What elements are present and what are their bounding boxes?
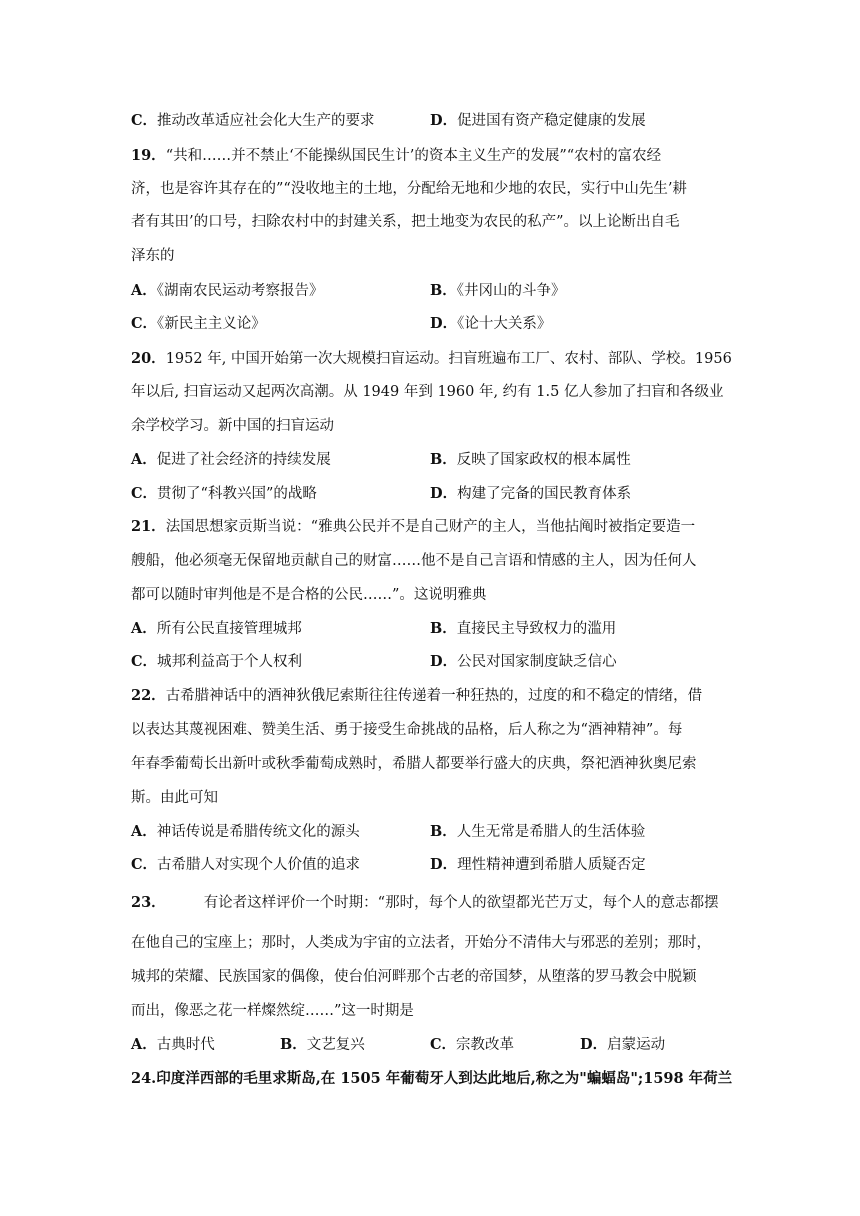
q23-option-c: C．宗教改革	[430, 1036, 515, 1053]
q24-stem-line-1: 24.印度洋西部的毛里求斯岛,在 1505 年葡萄牙人到达此地后,称之为"蝙蝠岛";1598 年荷兰	[131, 1070, 733, 1087]
q19-stem-line-3: 者有其田’的口号，扫除农村中的封建关系，把土地变为农民的私产”。以上论断出自毛	[131, 214, 680, 230]
q18-option-d: D．促进国有资产稳定健康的发展	[430, 112, 646, 129]
q23-option-d: D．启蒙运动	[580, 1036, 666, 1053]
q19-option-a: A．《湖南农民运动考察报告》	[131, 282, 324, 299]
q20-option-c: C．贯彻了“科教兴国”的战略	[131, 485, 317, 502]
q22-option-b: B．人生无常是希腊人的生活体验	[430, 823, 646, 840]
q23-stem-line-3: 城邦的荣耀、民族国家的偶像，使台伯河畔那个古老的帝国梦，从堕落的罗马教会中脱颖	[131, 969, 697, 985]
q23-stem-line-1: 23． 有论者这样评价一个时期：“那时，每个人的欲望都光芒万丈，每个人的意志都摆	[131, 894, 719, 911]
q20-stem-line-1: 20．1952 年, 中国开始第一次大规模扫盲运动。扫盲班遍布工厂、农村、部队、学校。1956	[131, 350, 732, 367]
q21-option-d: D．公民对国家制度缺乏信心	[430, 653, 617, 670]
q23-option-a: A．古典时代	[131, 1036, 215, 1053]
q19-stem-line-2: 济，也是容许其存在的”“没收地主的土地，分配给无地和少地的农民，实行中山先生’耕	[131, 181, 687, 197]
q21-stem-line-3: 都可以随时审判他是不是合格的公民……”。这说明雅典	[131, 587, 487, 603]
q21-stem-line-1: 21．法国思想家贡斯当说：“雅典公民并不是自己财产的主人，当他拈阄时被指定要造一	[131, 518, 696, 535]
q20-stem-line-3: 余学校学习。新中国的扫盲运动	[131, 418, 334, 434]
q22-stem-line-4: 斯。由此可知	[131, 790, 218, 806]
q22-option-d: D．理性精神遭到希腊人质疑否定	[430, 856, 646, 873]
q19-stem-line-1: 19．“共和……并不禁止‘不能操纵国民生计’的资本主义生产的发展”“农村的富农经	[131, 147, 662, 164]
q21-option-c: C．城邦利益高于个人权利	[131, 653, 303, 670]
q23-stem-line-2: 在他自己的宝座上；那时，人类成为宇宙的立法者，开始分不清伟大与邪恶的差别；那时，	[131, 935, 711, 951]
q22-stem-line-1: 22．古希腊神话中的酒神狄俄尼索斯往往传递着一种狂热的，过度的和不稳定的情绪，借	[131, 687, 703, 704]
q21-stem-line-2: 艘船，他必须毫无保留地贡献自己的财富……他不是自己言语和情感的主人，因为任何人	[131, 553, 697, 569]
q21-option-a: A．所有公民直接管理城邦	[131, 620, 302, 637]
q19-option-d: D．《论十大关系》	[430, 315, 552, 332]
q18-option-c: C．推动改革适应社会化大生产的要求	[131, 112, 375, 129]
q20-stem-line-2: 年以后, 扫盲运动又起两次高潮。从 1949 年到 1960 年, 约有 1.5 亿人参加了扫盲和各级业	[131, 384, 724, 400]
q22-stem-line-2: 以表达其蔑视困难、赞美生活、勇于接受生命挑战的品格，后人称之为“酒神精神”。每	[131, 722, 683, 738]
q20-option-b: B．反映了国家政权的根本属性	[430, 451, 631, 468]
q23-stem-line-4: 而出，像恶之花一样燦然绽……”这一时期是	[131, 1003, 414, 1019]
q23-option-b: B．文艺复兴	[280, 1036, 365, 1053]
q20-option-a: A．促进了社会经济的持续发展	[131, 451, 331, 468]
q19-stem-line-4: 泽东的	[131, 248, 175, 264]
q22-option-c: C．古希腊人对实现个人价值的追求	[131, 856, 361, 873]
q22-option-a: A．神话传说是希腊传统文化的源头	[131, 823, 360, 840]
q22-stem-line-3: 年春季葡萄长出新叶或秋季葡萄成熟时，希腊人都要举行盛大的庆典，祭祀酒神狄奥尼索	[131, 756, 697, 772]
q21-option-b: B．直接民主导致权力的滥用	[430, 620, 617, 637]
q19-option-b: B．《井冈山的斗争》	[430, 282, 566, 299]
q19-option-c: C．《新民主主义论》	[131, 315, 266, 332]
q20-option-d: D．构建了完备的国民教育体系	[430, 485, 632, 502]
